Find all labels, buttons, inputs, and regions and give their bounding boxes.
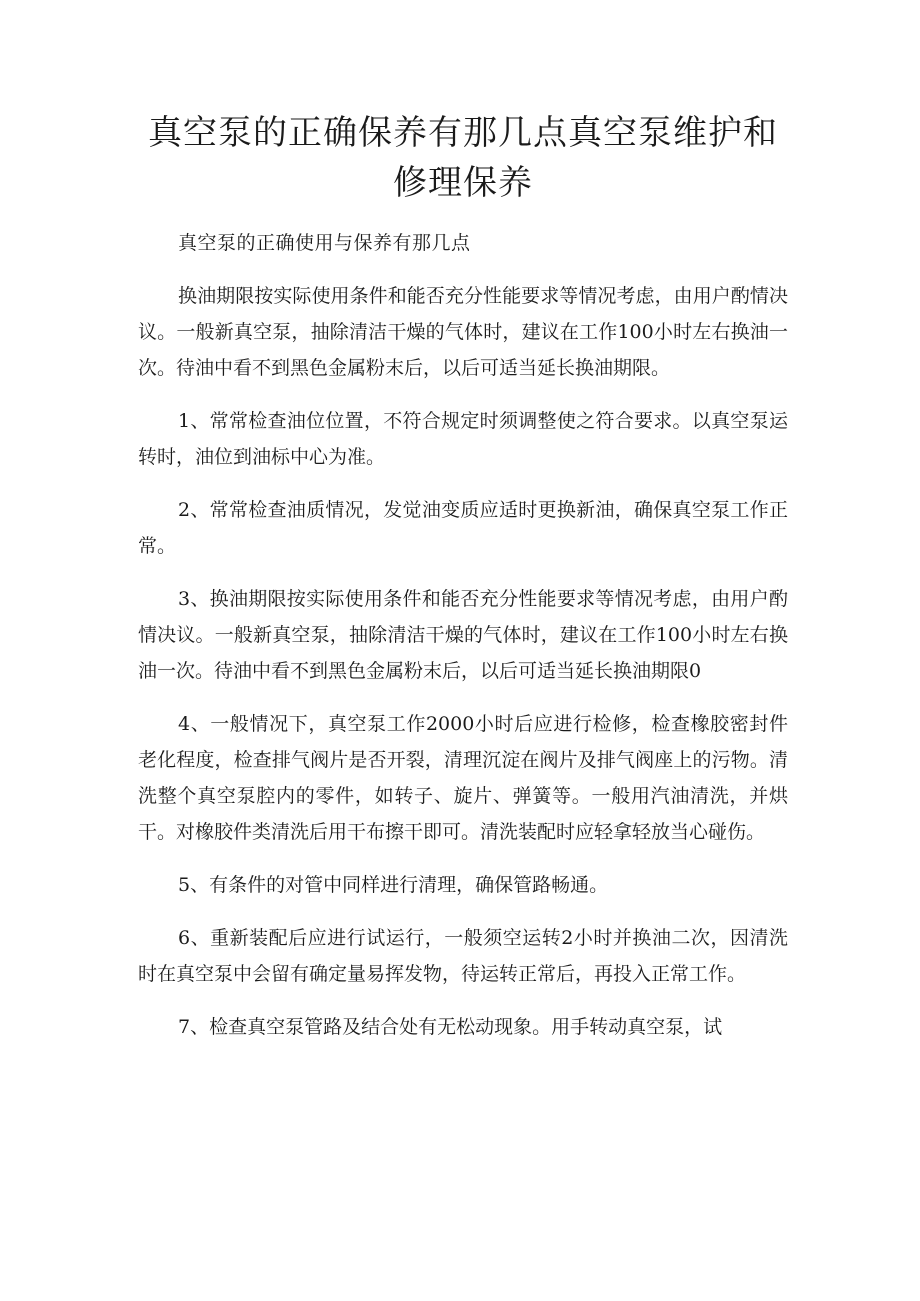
paragraph-item-5: 5、有条件的对管中同样进行清理，确保管路畅通。 xyxy=(178,874,609,896)
paragraph-item-6: 6、重新装配后应进行试运行，一般须空运转2小时并换油二次，因清洗时在真空泵中会留有确定量易挥发物，待运转正常后，再投入正常工作。 xyxy=(138,927,788,985)
paragraph-item-4: 4、一般情况下，真空泵工作2000小时后应进行检修，检查橡胶密封件老化程度，检查排气阀片是否开裂，清理沉淀在阀片及排气阀座上的污物。清洗整个真空泵腔内的零件，如转子、旋片、弹簧等。一般用汽油清洗，并烘干。对橡胶件类清洗后用干布擦干即可。清洗装配时应轻拿轻放当心碰伤。 xyxy=(138,713,788,843)
paragraph-item-7: 7、检查真空泵管路及结合处有无松动现象。用手转动真空泵，试 xyxy=(178,1016,723,1038)
paragraph-item-1: 1、常常检查油位位置，不符合规定时须调整使之符合要求。以真空泵运转时，油位到油标中心为准。 xyxy=(138,410,788,468)
paragraph-item-2: 2、常常检查油质情况，发觉油变质应适时更换新油，确保真空泵工作正常。 xyxy=(138,499,788,557)
paragraph-intro: 换油期限按实际使用条件和能否充分性能要求等情况考虑，由用户酌情决议。一般新真空泵，抽除清洁干燥的气体时，建议在工作100小时左右换油一次。待油中看不到黑色金属粉末后，以后可适当延长换油期限。 xyxy=(138,285,788,379)
section-heading: 真空泵的正确使用与保养有那几点 xyxy=(178,232,471,254)
document-body xyxy=(138,225,788,1062)
paragraph-item-3: 3、换油期限按实际使用条件和能否充分性能要求等情况考虑，由用户酌情决议。一般新真空泵，抽除清洁干燥的气体时，建议在工作100小时左右换油一次。待油中看不到黑色金属粉末后，以后可适当延长换油期限0 xyxy=(138,588,788,682)
page-title: 真空泵的正确保养有那几点真空泵维护和修理保养 xyxy=(148,113,778,203)
